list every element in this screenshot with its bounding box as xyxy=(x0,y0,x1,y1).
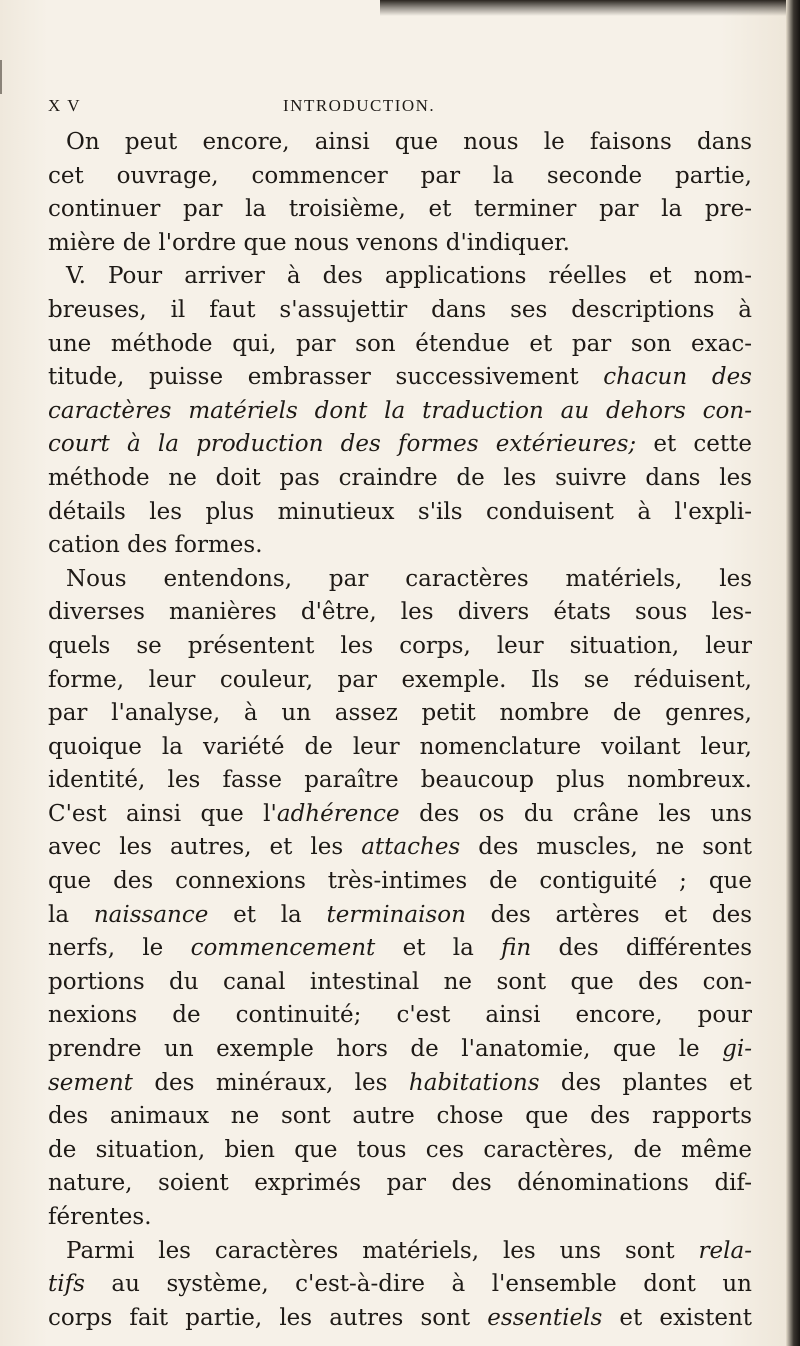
line-text: continuer par la troisième, et terminer par la pre- xyxy=(48,196,752,223)
text-line xyxy=(48,697,752,731)
body-text xyxy=(48,126,752,1335)
scan-top-shadow xyxy=(380,0,800,16)
text-line xyxy=(48,999,752,1033)
line-text: avec les autres, et les xyxy=(48,834,362,861)
line-text: cation des formes. xyxy=(48,532,263,559)
text-line xyxy=(48,1268,752,1302)
line-text: des minéraux, les xyxy=(132,1069,409,1096)
running-header xyxy=(48,96,748,122)
text-line xyxy=(48,126,752,160)
line-text: au système, c'est-à-dire à l'ensemble dont un xyxy=(84,1271,752,1298)
text-line xyxy=(48,294,752,328)
text-line xyxy=(48,1201,752,1235)
line-text: et la xyxy=(375,935,502,962)
line-text: et la xyxy=(208,901,327,928)
book-spine-edge xyxy=(786,0,800,1346)
line-text: une méthode qui, par son étendue et par son exac- xyxy=(48,330,752,357)
italic-text: adhérence xyxy=(276,800,400,827)
line-text: des plantes et xyxy=(539,1069,752,1096)
text-line xyxy=(48,260,752,294)
line-text: cet ouvrage, commencer par la seconde partie, xyxy=(48,162,752,189)
italic-text: chacun des xyxy=(578,364,752,391)
italic-text: rela- xyxy=(698,1237,752,1264)
italic-text: naissance xyxy=(93,901,209,928)
line-text: prendre un exemple hors de l'anatomie, que le xyxy=(48,1036,723,1063)
text-line xyxy=(48,227,752,261)
line-text: des os du crâne les uns xyxy=(399,800,752,827)
line-text: par l'analyse, à un assez petit nombre de genres, xyxy=(48,700,752,727)
text-line xyxy=(48,966,752,1000)
line-text: diverses manières d'être, les divers états sous les- xyxy=(48,599,752,626)
italic-text: attaches xyxy=(361,834,461,861)
text-line xyxy=(48,831,752,865)
text-line xyxy=(48,731,752,765)
text-line xyxy=(48,160,752,194)
line-text: et existent xyxy=(602,1304,752,1331)
text-line xyxy=(48,563,752,597)
line-text: nerfs, le xyxy=(48,935,191,962)
line-text: détails les plus minutieux s'ils conduisent à l'expli- xyxy=(48,498,752,525)
italic-text: terminaison xyxy=(326,901,466,928)
line-text: C'est ainsi que l' xyxy=(48,800,277,827)
text-line xyxy=(48,899,752,933)
italic-text: sement xyxy=(48,1069,133,1096)
text-line xyxy=(48,328,752,362)
line-text: breuses, il faut s'assujettir dans ses descriptions à xyxy=(48,296,752,323)
line-text: et cette xyxy=(636,431,752,458)
text-line xyxy=(48,596,752,630)
line-text: de situation, bien que tous ces caractères, de même xyxy=(48,1136,752,1163)
italic-text: court à la production des formes extérieures; xyxy=(48,431,637,458)
line-text: la xyxy=(48,901,94,928)
line-text: corps fait partie, les autres sont xyxy=(48,1304,488,1331)
italic-text: commencement xyxy=(190,935,376,962)
text-line xyxy=(48,529,752,563)
running-title: INTRODUCTION. xyxy=(283,96,436,115)
italic-text: essentiels xyxy=(487,1304,603,1331)
line-text: quoique la variété de leur nomenclature voilant leur, xyxy=(48,733,752,760)
text-line xyxy=(48,798,752,832)
line-text: identité, les fasse paraître beaucoup plus nombreux. xyxy=(48,767,752,794)
line-text: quels se présentent les corps, leur situation, leur xyxy=(48,632,752,659)
text-line xyxy=(48,193,752,227)
italic-text: fin xyxy=(501,935,532,962)
line-text: portions du canal intestinal ne sont que des con- xyxy=(48,968,752,995)
line-text: que des connexions très-intimes de contiguité ; que xyxy=(48,868,752,895)
line-text: V. Pour arriver à des applications réelles et nom- xyxy=(66,263,752,290)
text-line xyxy=(48,496,752,530)
line-text: On peut encore, ainsi que nous le faisons dans xyxy=(66,129,752,155)
italic-text: caractères matériels dont la traduction au dehors con- xyxy=(48,397,752,424)
text-line xyxy=(48,630,752,664)
page-number: X V xyxy=(48,96,81,115)
line-text: des muscles, ne sont xyxy=(460,834,752,861)
text-line xyxy=(48,1134,752,1168)
line-text: Nous entendons, par caractères matériels, les xyxy=(66,565,752,592)
text-line xyxy=(48,1302,752,1336)
text-line xyxy=(48,865,752,899)
text-line xyxy=(48,428,752,462)
text-line xyxy=(48,395,752,429)
text-line xyxy=(48,1033,752,1067)
line-text: Parmi les caractères matériels, les uns sont xyxy=(66,1237,699,1264)
line-text: nexions de continuité; c'est ainsi encore, pour xyxy=(48,1002,752,1029)
text-line xyxy=(48,1100,752,1134)
italic-text: tifs xyxy=(48,1271,85,1298)
line-text: mière de l'ordre que nous venons d'indiquer. xyxy=(48,229,570,256)
line-text: des animaux ne sont autre chose que des rapports xyxy=(48,1103,752,1130)
line-text: titude, puisse embrasser successivement xyxy=(48,364,579,391)
text-line xyxy=(48,361,752,395)
text-line xyxy=(48,1235,752,1269)
line-text: nature, soient exprimés par des dénominations dif- xyxy=(48,1170,752,1197)
text-line xyxy=(48,462,752,496)
text-line xyxy=(48,932,752,966)
text-line xyxy=(48,764,752,798)
text-line xyxy=(48,1167,752,1201)
italic-text: gi- xyxy=(722,1036,752,1063)
line-text: des artères et des xyxy=(465,901,752,928)
line-text: forme, leur couleur, par exemple. Ils se réduisent, xyxy=(48,666,752,693)
line-text: férentes. xyxy=(48,1204,152,1230)
margin-mark xyxy=(0,60,2,94)
text-line xyxy=(48,1067,752,1101)
italic-text: habitations xyxy=(408,1069,540,1096)
text-line xyxy=(48,664,752,698)
line-text: des différentes xyxy=(531,935,752,962)
line-text: méthode ne doit pas craindre de les suivre dans les xyxy=(48,464,752,491)
